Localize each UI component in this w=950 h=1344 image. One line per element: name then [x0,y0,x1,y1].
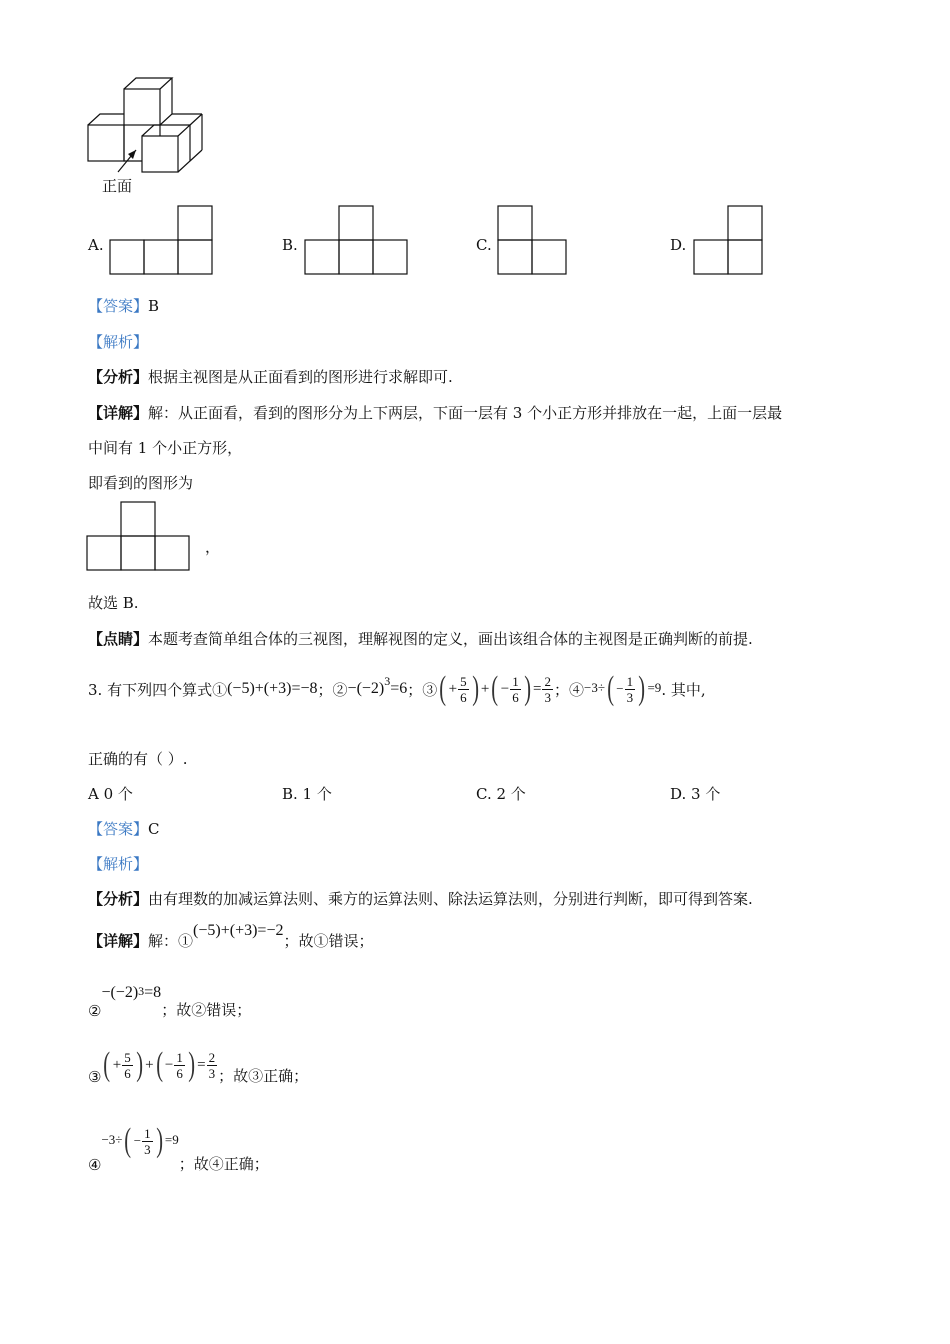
q2-fenxi [88,366,453,387]
q3-option-c: C. 2 个 [476,785,526,803]
q3-expr2-exp: 3 [384,674,391,688]
q3-stem [88,664,706,714]
q3-expr4: −3÷ ( − $\frac{1}{3}$ ) =9 [584,670,662,707]
q3-xiangjie-3 [88,1040,308,1090]
q3-sep2: ；③ [407,680,438,699]
q3-xiangjie-1 [88,922,373,958]
q3-stem-suffix: . 其中, [661,680,706,699]
q3-sep3: ；④ [553,680,584,699]
q3-analysis-tag: 【解析】 [88,855,149,873]
option-c-letter: C. [476,236,492,254]
q3-xj1-expr: (−5)+(+3)=−2 [193,922,284,939]
option-b-shape [304,205,414,275]
q2-analysis-tag: 【解析】 [88,333,149,351]
q3-xj-prefix: 解：① [148,931,194,950]
q3-xj4-prefix: ④ [88,1156,102,1174]
option-a-letter: A. [88,236,104,254]
q2-xiangjie-tag: 【详解】 [88,404,149,422]
q2-xiangjie-text1: 解：从正面看，看到的图形分为上下两层，下面一层有 3 个小正方形并排放在一起，上面一层最 [148,404,783,422]
q2-dianjing-tag: 【点睛】 [88,630,149,648]
q3-xj3-expr: ( + $\frac{5}{6}$ ) + ( − $\frac{1}{6}$ ) = $\frac{2}{3}$ [103,1046,216,1083]
q2-fenxi-text: 根据主视图是从正面看到的图形进行求解即可. [148,368,453,386]
q3-xj4-tail: ；故④正确； [178,1155,269,1173]
q3-xj4-expr: −3÷ ( − $\frac{1}{3}$ ) =9 [101,1122,179,1159]
q2-comma: ， [205,538,221,556]
q3-expr1: (−5)+(+3)=−8 [227,680,318,697]
q2-dianjing [88,628,753,649]
front-label: 正面 [102,177,133,195]
q3-stem-prefix: 3. 有下列四个算式① [88,680,228,699]
cube-stack-figure [84,74,224,184]
q3-fenxi [88,888,753,909]
q3-option-d: D. 3 个 [670,785,721,803]
q3-expr3: ( + $\frac{5}{6}$ ) + ( − $\frac{1}{6}$ ) = $\frac{2}{3}$ [439,670,551,707]
q3-xj2-prefix: ② [88,1002,102,1020]
q3-xiangjie-2 [88,984,251,1020]
q3-xj2-rhs: =8 [144,984,162,1001]
q3-expr2: −(−2) [347,680,385,697]
option-a-shape [109,205,219,275]
q3-answer [88,818,160,839]
q3-sep1: ；② [317,680,348,699]
q3-xj2-exp: 3 [138,984,145,998]
option-c-shape [497,205,577,275]
q2-answer-value: B [148,297,160,315]
q2-fenxi-tag: 【分析】 [88,368,149,386]
q2-answer-tag: 【答案】 [88,297,149,315]
q3-xj2-tail: ；故②错误； [161,1001,252,1019]
option-b-letter: B. [282,236,298,254]
option-d-shape [693,205,773,275]
q3-xj1-tail: ；故①错误； [283,931,374,950]
q2-xiangjie-line2: 中间有 1 个小正方形， [88,439,243,457]
q3-option-a: A 0 个 [88,785,133,803]
q3-xj3-tail: ；故③正确； [218,1067,309,1085]
q2-xiangjie-line1 [88,402,782,423]
q3-answer-value: C [148,820,160,838]
q3-fenxi-tag: 【分析】 [88,890,149,908]
q3-expr2-rhs: =6 [390,680,408,697]
option-d-letter: D. [670,236,687,254]
q3-xj3-prefix: ③ [88,1068,102,1086]
q3-xiangjie-tag: 【详解】 [88,931,149,950]
q3-xiangjie-4 [88,1124,269,1174]
q2-seen-text: 即看到的图形为 [88,474,194,492]
q2-conclusion: 故选 B. [88,594,139,612]
q3-fenxi-text: 由有理数的加减运算法则、乘方的运算法则、除法运算法则，分别进行判断，即可得到答案. [148,890,753,908]
q2-answer [88,295,159,316]
q3-xj2-expr: −(−2) [101,984,139,1001]
q3-answer-tag: 【答案】 [88,820,149,838]
q3-option-b: B. 1 个 [282,785,332,803]
q3-line2: 正确的有（ ）. [88,750,188,768]
q2-dianjing-text: 本题考查简单组合体的三视图，理解视图的定义，画出该组合体的主视图是正确判断的前提. [148,630,753,648]
front-view-answer-shape [86,500,196,572]
